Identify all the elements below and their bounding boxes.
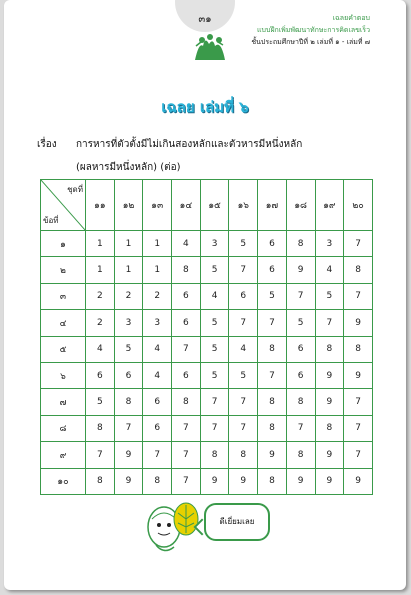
speech-bubble-text: ดีเยี่ยมเลย <box>219 517 255 526</box>
answer-cell: 6 <box>258 257 287 283</box>
row-header: ๖ <box>41 362 86 388</box>
answer-cell: 6 <box>172 283 201 309</box>
answer-table-body <box>41 231 373 495</box>
answer-cell: 6 <box>286 362 315 388</box>
answer-cell: 8 <box>286 231 315 257</box>
answer-cell: 6 <box>172 310 201 336</box>
answer-cell: 9 <box>315 362 344 388</box>
answer-cell: 3 <box>114 310 143 336</box>
answer-cell: 6 <box>143 415 172 441</box>
table-row <box>41 257 373 283</box>
answer-cell: 8 <box>86 415 115 441</box>
row-header: ๒ <box>41 257 86 283</box>
answer-cell: 8 <box>315 336 344 362</box>
answer-cell: 4 <box>315 257 344 283</box>
answer-cell: 7 <box>172 442 201 468</box>
answer-cell: 4 <box>200 283 229 309</box>
answer-cell: 7 <box>286 415 315 441</box>
answer-cell: 9 <box>315 442 344 468</box>
answer-cell: 2 <box>86 310 115 336</box>
table-corner-cell <box>41 180 86 231</box>
answer-cell: 3 <box>200 231 229 257</box>
answer-cell: 8 <box>143 468 172 494</box>
answer-cell: 8 <box>286 389 315 415</box>
answer-cell: 7 <box>172 415 201 441</box>
answer-cell: 5 <box>200 362 229 388</box>
answer-cell: 7 <box>258 310 287 336</box>
answer-cell: 7 <box>344 442 373 468</box>
table-row <box>41 283 373 309</box>
answer-cell: 1 <box>86 231 115 257</box>
answer-cell: 8 <box>86 468 115 494</box>
page-number-tab <box>175 0 235 32</box>
answer-cell: 3 <box>315 231 344 257</box>
answer-cell: 7 <box>315 310 344 336</box>
column-header: ๑๗ <box>258 180 287 231</box>
answer-cell: 9 <box>344 310 373 336</box>
answer-cell: 6 <box>86 362 115 388</box>
answer-cell: 8 <box>286 442 315 468</box>
answer-cell: 8 <box>344 336 373 362</box>
answer-cell: 6 <box>114 362 143 388</box>
header-answer-key-label: เฉลยคำตอบ <box>332 14 370 22</box>
answer-cell: 7 <box>172 336 201 362</box>
answer-cell: 8 <box>229 442 258 468</box>
answer-cell: 5 <box>86 389 115 415</box>
answer-cell: 7 <box>344 283 373 309</box>
table-row <box>41 310 373 336</box>
answer-cell: 9 <box>258 442 287 468</box>
answer-cell: 5 <box>258 283 287 309</box>
table-row <box>41 231 373 257</box>
answer-cell: 7 <box>229 310 258 336</box>
row-header: ๑๐ <box>41 468 86 494</box>
row-header: ๑ <box>41 231 86 257</box>
answer-cell: 5 <box>315 283 344 309</box>
answer-cell: 6 <box>229 283 258 309</box>
answer-cell: 7 <box>114 415 143 441</box>
answer-cell: 4 <box>172 231 201 257</box>
column-header: ๑๒ <box>114 180 143 231</box>
answer-cell: 7 <box>344 389 373 415</box>
answer-cell: 1 <box>143 257 172 283</box>
answer-cell: 9 <box>114 468 143 494</box>
answer-cell: 2 <box>86 283 115 309</box>
answer-cell: 9 <box>344 362 373 388</box>
answer-cell: 5 <box>286 310 315 336</box>
speech-bubble <box>204 503 270 541</box>
page-number: ๓๑ <box>198 14 212 25</box>
answer-cell: 6 <box>143 389 172 415</box>
row-header: ๗ <box>41 389 86 415</box>
answer-cell: 7 <box>172 468 201 494</box>
topic-subtext: (ผลหารมีหนึ่งหลัก) (ต่อ) <box>76 162 181 173</box>
table-row <box>41 362 373 388</box>
answer-cell: 7 <box>143 442 172 468</box>
answer-cell: 9 <box>344 468 373 494</box>
answer-cell: 7 <box>258 362 287 388</box>
answer-cell: 8 <box>200 442 229 468</box>
answer-cell: 7 <box>200 389 229 415</box>
row-header: ๘ <box>41 415 86 441</box>
table-row <box>41 468 373 494</box>
answer-cell: 6 <box>172 362 201 388</box>
table-row <box>41 415 373 441</box>
answer-cell: 8 <box>258 389 287 415</box>
topic-label: เรื่อง <box>37 139 57 150</box>
answer-cell: 7 <box>229 257 258 283</box>
answer-table <box>40 179 373 495</box>
column-header: ๑๔ <box>172 180 201 231</box>
column-header: ๑๘ <box>286 180 315 231</box>
column-header: ๑๖ <box>229 180 258 231</box>
answer-cell: 9 <box>286 257 315 283</box>
row-header: ๕ <box>41 336 86 362</box>
answer-cell: 6 <box>258 231 287 257</box>
answer-cell: 9 <box>114 442 143 468</box>
row-header: ๔ <box>41 310 86 336</box>
answer-cell: 9 <box>315 468 344 494</box>
header-book-series: แบบฝึกเพิ่มพัฒนาทักษะการคิดเลขเร็ว <box>257 26 370 34</box>
answer-cell: 7 <box>229 389 258 415</box>
answer-cell: 7 <box>86 442 115 468</box>
column-header: ๑๑ <box>86 180 115 231</box>
answer-cell: 4 <box>86 336 115 362</box>
page-title: เฉลย เล่มที่ ๖ <box>161 98 249 116</box>
answer-cell: 4 <box>229 336 258 362</box>
answer-cell: 4 <box>143 362 172 388</box>
answer-cell: 4 <box>143 336 172 362</box>
answer-cell: 7 <box>229 415 258 441</box>
answer-cell: 8 <box>114 389 143 415</box>
header-grade-volumes: ชั้นประถมศึกษาปีที่ ๒ เล่มที่ ๑ - เล่มที่ ๗ <box>251 38 370 46</box>
answer-cell: 5 <box>114 336 143 362</box>
children-illustration-icon <box>193 32 227 62</box>
answer-cell: 9 <box>286 468 315 494</box>
answer-cell: 9 <box>200 468 229 494</box>
answer-cell: 7 <box>344 231 373 257</box>
column-header: ๑๕ <box>200 180 229 231</box>
column-header: ๑๙ <box>315 180 344 231</box>
row-header: ๙ <box>41 442 86 468</box>
table-row <box>41 442 373 468</box>
answer-cell: 8 <box>315 415 344 441</box>
answer-table-header <box>41 180 373 231</box>
answer-cell: 6 <box>286 336 315 362</box>
answer-cell: 5 <box>200 336 229 362</box>
answer-cell: 2 <box>143 283 172 309</box>
answer-cell: 1 <box>143 231 172 257</box>
answer-cell: 8 <box>344 257 373 283</box>
item-number-label: ข้อที่ <box>43 216 59 225</box>
answer-cell: 1 <box>114 257 143 283</box>
column-header: ๒๐ <box>344 180 373 231</box>
answer-cell: 7 <box>344 415 373 441</box>
answer-cell: 5 <box>229 231 258 257</box>
answer-cell: 5 <box>200 310 229 336</box>
answer-cell: 3 <box>143 310 172 336</box>
set-number-label: ชุดที่ <box>67 185 83 194</box>
topic-text: การหารที่ตัวตั้งมีไม่เกินสองหลักและตัวหารมีหนึ่งหลัก <box>76 139 303 150</box>
answer-cell: 1 <box>86 257 115 283</box>
answer-cell: 8 <box>258 336 287 362</box>
book-page <box>4 0 406 590</box>
answer-cell: 1 <box>114 231 143 257</box>
answer-cell: 8 <box>258 415 287 441</box>
answer-cell: 9 <box>315 389 344 415</box>
answer-cell: 8 <box>172 389 201 415</box>
answer-cell: 9 <box>229 468 258 494</box>
answer-cell: 8 <box>172 257 201 283</box>
answer-cell: 2 <box>114 283 143 309</box>
answer-cell: 5 <box>229 362 258 388</box>
table-row <box>41 389 373 415</box>
answer-cell: 5 <box>200 257 229 283</box>
answer-cell: 8 <box>258 468 287 494</box>
answer-cell: 7 <box>200 415 229 441</box>
answer-cell: 7 <box>286 283 315 309</box>
table-row <box>41 336 373 362</box>
row-header: ๓ <box>41 283 86 309</box>
column-header: ๑๓ <box>143 180 172 231</box>
